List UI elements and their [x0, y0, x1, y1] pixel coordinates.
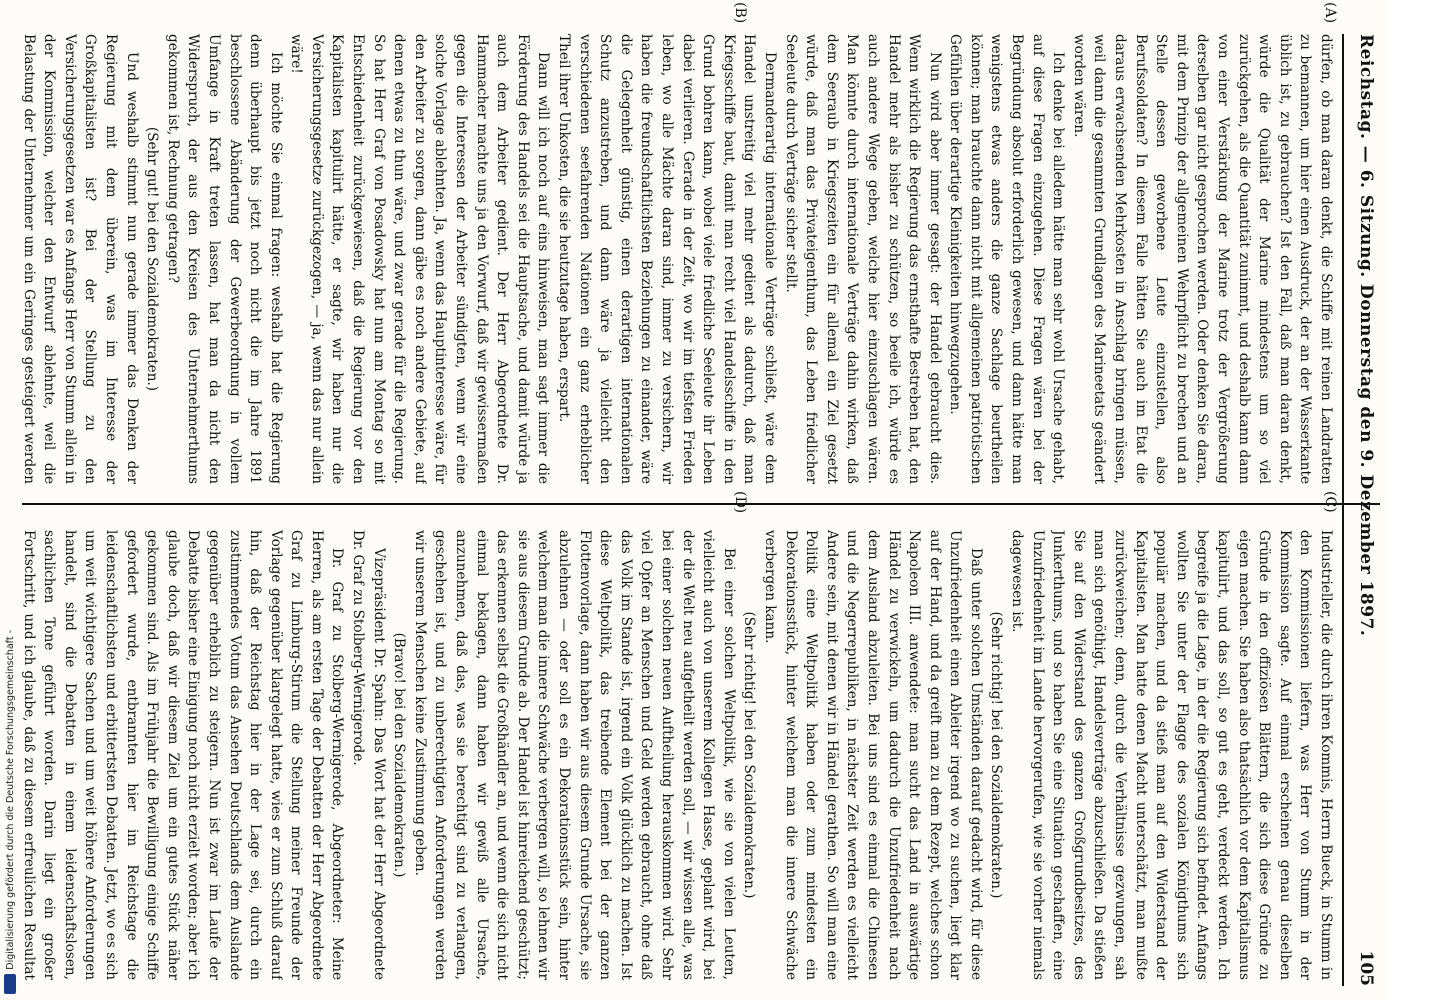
margin-marker-d: (D) [732, 491, 748, 514]
paragraph: (Sehr gut! bei den Sozialdemokraten.) [144, 126, 161, 392]
paragraph: Ich möchte Sie einmal fragen: weshalb hat die Regierung denn überhaupt bis jetzt noch nicht die im Jahre 1891 beschlossene Abänderung der Gewerbeordnung in vollem Umfange in Kraft treten lassen, hat man da nicht den Widerspruch, der aus den Kreisen des Unternehmerthums gekommen ist, Rechnung getragen? [164, 34, 284, 484]
right-column [18, 530, 1336, 980]
paragraph: Nun wird aber immer gesagt: der Handel gebraucht dies. Wenn wirklich die Regierung das ernsthafte Bestreben hat, den Handel mehr als bisher zu schützen, so beeile ich, würde es auch andere Wege geben, welche hier einzuschlagen wären. Man könnte durch internationale Verträge dahin wirken, daß dem Seeraub in Kriegszeiten ein für allemal ein Ziel gesetzt würde, daß man das Privateigenthum, das Leben friedlicher Seeleute durch Verträge sicher stellt. [782, 34, 943, 484]
dfg-logo-icon [4, 974, 16, 994]
paragraph: Daß unter solchen Umständen darauf gedacht wird, für diese Unzufriedenheit einen Ableiter irgend wo zu suchen, liegt klar auf der Hand, und da greift man zu dem Rezept, welches schon Napoleon III. anwendete: man sucht das Land in auswärtige Händel zu verwickeln, um dadurch die Unzufriedenheit nach dem Ausland abzuleiten. Bei uns sind es einmal die Chinesen und die Negerrepubliken, in nächster Zeit werden es vielleicht Andere sein, mit denen wir in Händel gerathen. So will man eine Politik eine Weltpolitik haben oder zum mindesten ein Dekorationsstück, hinter welchem man die innere Schwäche verbergen kann. [761, 530, 984, 980]
page-number: 105 [1356, 950, 1376, 986]
margin-marker-a: (A) [1322, 2, 1338, 24]
paragraph: dürfen, ob man daran denkt, die Schiffe mit reinen Landratten zu bemannen, um hier einen Ausdruck, der an der Wasserkante üblich ist, zu gebrauchen? Ist den Fall, daß man daran denkt, würde die Qualität der Marine mindestens um so viel zurückgehen, als die Quantität zunimmt, und deshalb kann dann von einer Verstärkung der Marine trotz der Vergrößerung derselben gar nicht gesprochen werden. Oder denken Sie daran, mit dem Prinzip der allgemeinen Wehrpflicht zu brechen und an Stelle dessen geworbene Leute einzustellen, also Berufssoldaten? In diesem Falle hätten Sie auch im Etat die daraus erwachsenden Mehrkosten in Anschlag bringen müssen, weil dann die gesammten Grundlagen des Marineetats geändert worden wären. [1070, 34, 1334, 484]
paragraph: Bei einer solchen Weltpolitik, wie sie von vielen Leuten, vielleicht auch von unserem Kollegen Hasse, geplant wird, bei der die Welt neu aufgetheilt werden soll, — wir wissen alle, was bei einer solchen neuen Auftheilung herauskommen wird. Sehr viel Opfer an Menschen und Geld werden gebraucht, ohne daß das Volk im Stande ist, irgend ein Volk glücklich zu machen. Ist diese Weltpolitik, das treibende Element bei der ganzen Flottenvorlage, dann haben wir aus diesem Grunde Ursache, sie abzulehnen — oder soll es ein Dekorationsstück sein, hinter welchem man die innere Schwäche verbergen will, so lehnen wir sie aus diesem Grunde ab. Der Handel ist hinreichend geschützt; das erkennen selbst die Großhändler an, und wenn die sich nicht einmal beklagen, dann haben wir gewiß alle Ursache, anzunehmen, daß das, was sie berechtigt sind zu verlangen, geschehen ist, und zu unberechtigten Anforderungen werden wir unserem Menschen keine Zustimmung geben. [411, 530, 737, 980]
column-divider [22, 503, 1380, 505]
credit-text: Digitalisierung gefördert durch die Deutsche Forschungsgemeinschaft - [4, 630, 16, 970]
paragraph: Ich denke bei alledem hätte man sehr wohl Ursache gehabt, auf diese Fragen einzugehen. Diese Fragen wären bei der Begründung absolut erforderlich gewesen, und dann hätte man wenigstens etwas anders die ganze Sachlage beurtheilen können; man brauchte dann nicht mit allgemeinen patriotischen Gefühlen über derartige Kleinigkeiten hinwegzugehen. [947, 34, 1067, 484]
paragraph: Vizepräsident Dr. Spahn: Das Wort hat der Herr Abgeordnete Dr. Graf zu Stolberg-Wernigerode. [350, 530, 387, 980]
paragraph: Und weshalb stimmt nun gerade immer das Denken der Regierung mit dem überein, was im Interesse der Großkapitalisten ist? Bei der Stellung zu den Versicherungsgesetzen war es Anfangs Herr von Stumm allein in der Kommission, welcher den Entwurf ablehnte, weil die Belastung der Unternehmer um ein Geringes gesteigert werden [20, 34, 140, 484]
paragraph: (Bravo! bei den Sozialdemokraten.) [391, 632, 408, 878]
paragraph: (Sehr richtig! bei den Sozialdemokraten.) [741, 611, 758, 899]
paragraph: Dr. Graf zu Stolberg-Wernigerode, Abgeordneter: Meine Herren, als am ersten Tage der Debatten der Herr Abgeordnete Graf zu Limburg-Stirum die Stellung meiner Freunde der Vorlage gegenüber klargelegt hatte, wies er zum Schluß darauf hin, daß der Reichstag hier in der Lage sei, durch ein zustimmendes Votum das Ansehen Deutschlands dem Auslande gegenüber erheblich zu steigern. Nun ist zwar im Laufe der Debatte bisher eine Einigung noch nicht erzielt worden; aber ich glaube doch, daß wir diesem Ziel um ein gutes Stück näher gekommen sind. Als im Frühjahr die Bewilligung einige Schiffe gefordert wurde, entbrannten hier im Reichstage die leidenschaftlichsten und erbittertsten Debatten. Jetzt, wo es sich um weit wichtigere Sachen und um weit höhere Anforderungen handelt, sind die Debatten in einem leidenschaftslosen, sachlichen Tone geführt worden. Darin liegt ein großer Fortschritt, und ich glaube, daß zu diesem erfreulichen Resultat [20, 530, 346, 980]
page-header [1342, 34, 1388, 986]
digitization-credit [3, 600, 17, 994]
page-title: Reichstag. — 6. Sitzung. Donnerstag den 9. Dezember 1897. [1356, 34, 1376, 637]
margin-marker-c: (C) [1322, 491, 1338, 513]
paragraph: Industrieller, die durch ihren Kommis, Herrn Bueck, in Stumm in den Kommissionen liefern, was Herr von Stumm in der Kommission sagte. Auf einmal erscheinen genau dieselben Gründe in den offiziösen Blättern, die sich diese Gründe zu eigen machen. Sie haben also thatsächlich vor dem Kapitalismus kapitulirt, und das soll, so gut es geht, verdeckt werden. Ich begreife ja die Lage, in der die Regierung sich befindet. Anfangs wollten Sie unter der Flagge des sozialen Königthums sich populär machen, und da stieß man auf den Widerstand der Kapitalisten. Man hatte denen Macht unterschätzt, man mußte zurückweichen; denn, durch die Verhältnisse gezwungen, sah man sich genöthigt, Handelsverträge abzuschließen. Da stießen Sie auf den Widerstand des ganzen Großgrundbesitzes, des Junkerthums, und so haben Sie eine Situation geschaffen, eine Unzufriedenheit im Lande hervorgerufen, wie sie vorher niemals dagewesen ist. [1009, 530, 1334, 980]
paragraph: Dermanderartig internationale Verträge schließt, wäre dem Handel unstreitig viel mehr gedient als dadurch, daß man Kriegsschiffe baut, damit man recht viel Handelsschiffe in den Grund bohren kann, wobei viele friedliche Seeleute ihr Leben dabei verlieren. Gerade in der Zeit, wo wir im tiefsten Frieden leben, wo alle Mächte daran sind, immer zu versichern, wir haben die freundschaftlichsten Beziehungen zu einander, wäre die Gelegenheit günstig, einen derartigen internationalen Schutz anzustreben, und dann wäre ja vielleicht den verschiedenen seefahrenden Nationen ein ganz erheblicher Theil ihrer Unkosten, die sie heutzutage haben, erspart. [556, 34, 778, 484]
paragraph: Dann will ich noch auf eins hinweisen, man sagt immer die Förderung des Handels sei die Hauptsache, und damit würde ja auch dem Arbeiter gedient. Der Herr Abgeordnete Dr. Hammacher machte uns ja den Vorwurf, daß wir gewissermaßen gegen die Interessen der Arbeiter sündigten, wenn wir eine solche Vorlage ablehnten. Ja, wenn das Hauptinteresse wäre, für den Arbeiter zu sorgen, dann gäbe es noch andere Gebiete, auf denen etwas zu thun wäre, und zwar gerade für die Regierung. So hat Herr Graf von Posadowsky hat nun am Montag so mit Entschiedenheit zurückgewiesen, daß die Regierung vor den Kapitalisten kapitulirt hätte, er sagte, wir haben nur die Versicherungsgesetze zurückgezogen, — ja, wenn das nur allein wäre! [288, 34, 552, 484]
paragraph: (Sehr richtig! bei den Sozialdemokraten.) [988, 611, 1005, 899]
left-column [18, 34, 1336, 484]
margin-marker-b: (B) [732, 2, 748, 24]
